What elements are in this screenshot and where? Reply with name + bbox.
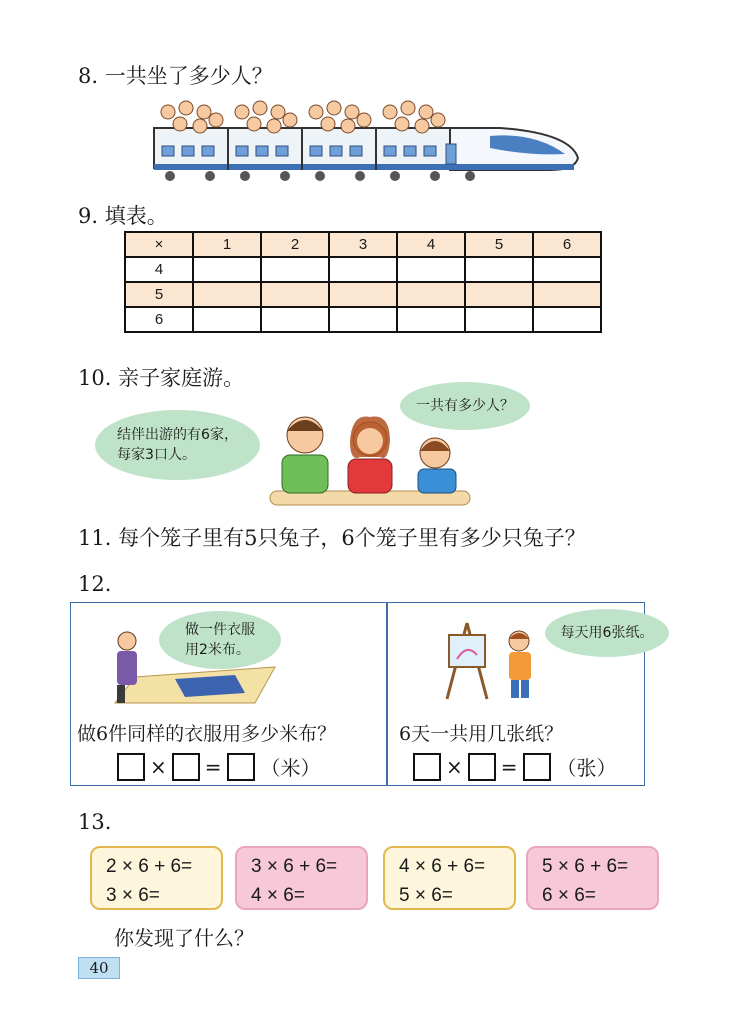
speech-bubble-families	[95, 410, 260, 480]
bubble-line: 用2米布。	[185, 642, 250, 658]
answer-cell[interactable]	[397, 307, 465, 332]
calc-line: 3 × 6 + 6=	[251, 856, 338, 877]
discovery-prompt: 你发现了什么？	[114, 926, 254, 950]
panel-paper	[386, 602, 654, 786]
table-row	[125, 257, 601, 282]
answer-cell[interactable]	[261, 307, 329, 332]
answer-cell[interactable]	[329, 282, 397, 307]
calc-line: 4 × 6=	[251, 885, 305, 906]
calc-card	[235, 846, 368, 910]
equals-sign: =	[204, 754, 222, 779]
calc-card	[526, 846, 659, 910]
cloth-question: 做6件同样的衣服用多少米布？	[77, 723, 337, 745]
answer-box[interactable]	[468, 753, 496, 781]
bubble-text: 一共有多少人？	[416, 398, 514, 414]
cloth-equation	[117, 752, 321, 781]
speech-bubble-cloth	[159, 611, 281, 669]
question-8-label: 8. 一共坐了多少人？	[78, 64, 273, 88]
multiplication-table	[124, 231, 602, 333]
calc-card	[383, 846, 516, 910]
paper-question: 6天一共用几张纸？	[399, 723, 564, 745]
times-sign: ×	[150, 754, 167, 779]
speech-bubble-paper	[545, 609, 669, 657]
table-row	[125, 282, 601, 307]
answer-cell[interactable]	[465, 257, 533, 282]
painter-illustration	[437, 621, 547, 701]
answer-cell[interactable]	[533, 257, 601, 282]
table-header-cell: 6	[533, 232, 601, 257]
unit-label: （米）	[260, 756, 321, 780]
family-figures	[260, 407, 475, 507]
calc-card	[90, 846, 223, 910]
question-12-label: 12.	[78, 572, 112, 596]
answer-cell[interactable]	[261, 282, 329, 307]
bullet-train-illustration	[150, 88, 580, 188]
page-number: 40	[78, 957, 120, 979]
answer-cell[interactable]	[465, 282, 533, 307]
question-11-label: 11. 每个笼子里有5只兔子，6个笼子里有多少只兔子？	[78, 526, 586, 550]
family-illustration	[95, 382, 535, 507]
table-header-cell: 4	[397, 232, 465, 257]
answer-box[interactable]	[413, 753, 441, 781]
table-header-cell: ×	[125, 232, 193, 257]
answer-box[interactable]	[227, 753, 255, 781]
answer-box[interactable]	[117, 753, 145, 781]
question-13-label: 13.	[78, 810, 112, 834]
question-9-label: 9. 填表。	[78, 204, 168, 228]
answer-box[interactable]	[523, 753, 551, 781]
calc-line: 4 × 6 + 6=	[399, 856, 486, 877]
row-header-cell: 5	[125, 282, 193, 307]
answer-cell[interactable]	[533, 282, 601, 307]
answer-cell[interactable]	[261, 257, 329, 282]
paper-equation	[413, 752, 617, 781]
answer-cell[interactable]	[397, 282, 465, 307]
answer-cell[interactable]	[193, 282, 261, 307]
calc-line: 5 × 6=	[399, 885, 453, 906]
row-header-cell: 4	[125, 257, 193, 282]
answer-box[interactable]	[172, 753, 200, 781]
calc-line: 2 × 6 + 6=	[106, 856, 193, 877]
answer-cell[interactable]	[465, 307, 533, 332]
answer-cell[interactable]	[533, 307, 601, 332]
table-header-cell: 1	[193, 232, 261, 257]
bubble-text: 每天用6张纸。	[560, 625, 654, 641]
bubble-line: 结伴出游的有6家，	[117, 427, 238, 443]
bubble-line: 每家3口人。	[117, 447, 196, 463]
table-row	[125, 307, 601, 332]
row-header-cell: 6	[125, 307, 193, 332]
table-header-cell: 3	[329, 232, 397, 257]
bubble-line: 做一件衣服	[185, 622, 255, 638]
table-header-row	[125, 232, 601, 257]
calc-line: 6 × 6=	[542, 885, 596, 906]
answer-cell[interactable]	[397, 257, 465, 282]
answer-cell[interactable]	[193, 257, 261, 282]
times-sign: ×	[446, 754, 463, 779]
panel-cloth	[70, 602, 388, 786]
table-header-cell: 5	[465, 232, 533, 257]
answer-cell[interactable]	[193, 307, 261, 332]
answer-cell[interactable]	[329, 257, 397, 282]
equals-sign: =	[500, 754, 518, 779]
question-10-label: 10. 亲子家庭游。	[78, 366, 245, 390]
calc-line: 5 × 6 + 6=	[542, 856, 629, 877]
table-header-cell: 2	[261, 232, 329, 257]
unit-label: （张）	[556, 756, 617, 780]
calc-line: 3 × 6=	[106, 885, 160, 906]
answer-cell[interactable]	[329, 307, 397, 332]
